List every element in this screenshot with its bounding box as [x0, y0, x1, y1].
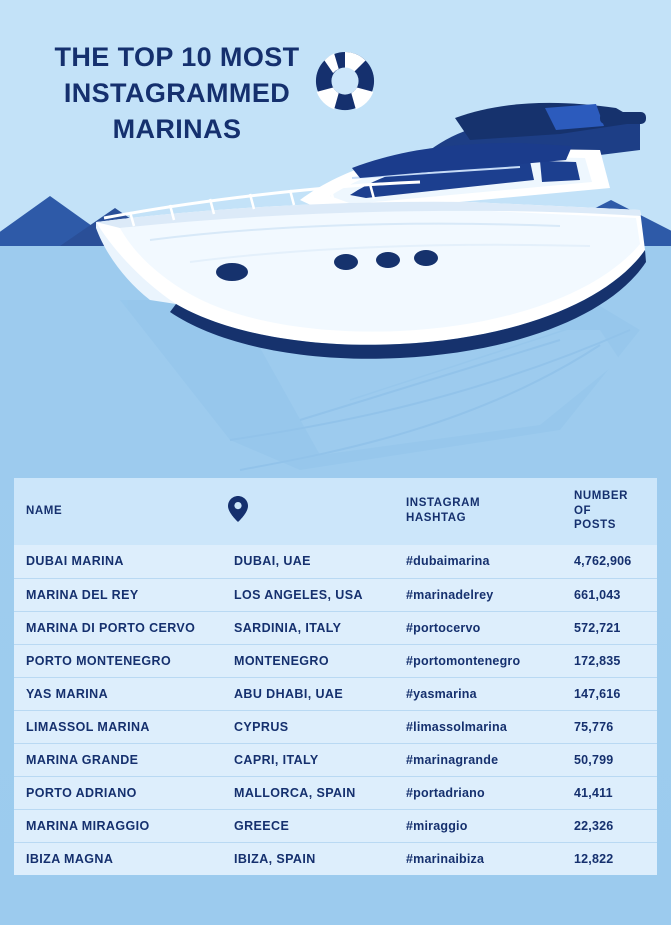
cell-location: CYPRUS: [224, 710, 396, 743]
cell-name: MARINA MIRAGGIO: [14, 809, 224, 842]
cell-hashtag: #yasmarina: [396, 677, 564, 710]
cell-posts: 41,411: [564, 776, 657, 809]
table: [14, 478, 657, 875]
cell-name: PORTO MONTENEGRO: [14, 644, 224, 677]
cell-hashtag: #miraggio: [396, 809, 564, 842]
column-header-name: NAME: [14, 478, 224, 545]
column-header-posts: NUMBER OF POSTS: [564, 478, 657, 545]
page-title: [42, 40, 312, 148]
table-row: [14, 809, 657, 842]
cell-posts: 22,326: [564, 809, 657, 842]
table-row: [14, 578, 657, 611]
cell-posts: 50,799: [564, 743, 657, 776]
cell-location: CAPRI, ITALY: [224, 743, 396, 776]
cell-name: IBIZA MAGNA: [14, 842, 224, 875]
cell-posts: 4,762,906: [564, 545, 657, 578]
cell-location: SARDINIA, ITALY: [224, 611, 396, 644]
cell-location: GREECE: [224, 809, 396, 842]
page-title-line2: INSTAGRAMMED: [63, 77, 291, 108]
cell-name: MARINA DI PORTO CERVO: [14, 611, 224, 644]
cell-name: MARINA DEL REY: [14, 578, 224, 611]
cell-location: IBIZA, SPAIN: [224, 842, 396, 875]
cell-hashtag: #limassolmarina: [396, 710, 564, 743]
cell-location: MALLORCA, SPAIN: [224, 776, 396, 809]
table-row: [14, 743, 657, 776]
table-head: [14, 478, 657, 545]
column-header-location: [224, 478, 396, 545]
cell-location: DUBAI, UAE: [224, 545, 396, 578]
cell-hashtag: #marinaibiza: [396, 842, 564, 875]
page-title-line3: MARINAS: [112, 113, 242, 144]
cell-hashtag: #portadriano: [396, 776, 564, 809]
cell-hashtag: #marinadelrey: [396, 578, 564, 611]
table-row: [14, 545, 657, 578]
cell-name: YAS MARINA: [14, 677, 224, 710]
table-row: [14, 710, 657, 743]
table-row: [14, 677, 657, 710]
cell-location: ABU DHABI, UAE: [224, 677, 396, 710]
cell-posts: 147,616: [564, 677, 657, 710]
cell-hashtag: #marinagrande: [396, 743, 564, 776]
cell-name: PORTO ADRIANO: [14, 776, 224, 809]
life-ring-icon: [314, 50, 376, 112]
table-row: [14, 644, 657, 677]
table-body: [14, 545, 657, 875]
cell-location: LOS ANGELES, USA: [224, 578, 396, 611]
cell-name: MARINA GRANDE: [14, 743, 224, 776]
cell-hashtag: #portocervo: [396, 611, 564, 644]
cell-posts: 75,776: [564, 710, 657, 743]
table-row: [14, 611, 657, 644]
cell-posts: 572,721: [564, 611, 657, 644]
page-title-line1: THE TOP 10 MOST: [54, 42, 300, 72]
table-header-row: [14, 478, 657, 545]
cell-hashtag: #portomontenegro: [396, 644, 564, 677]
cell-posts: 661,043: [564, 578, 657, 611]
marinas-table: [14, 478, 657, 875]
cell-hashtag: #dubaimarina: [396, 545, 564, 578]
cell-posts: 172,835: [564, 644, 657, 677]
location-pin-icon: [228, 496, 248, 522]
cell-posts: 12,822: [564, 842, 657, 875]
cell-location: MONTENEGRO: [224, 644, 396, 677]
table-row: [14, 776, 657, 809]
cell-name: LIMASSOL MARINA: [14, 710, 224, 743]
cell-name: DUBAI MARINA: [14, 545, 224, 578]
column-header-hashtag: INSTAGRAM HASHTAG: [396, 478, 564, 545]
table-row: [14, 842, 657, 875]
